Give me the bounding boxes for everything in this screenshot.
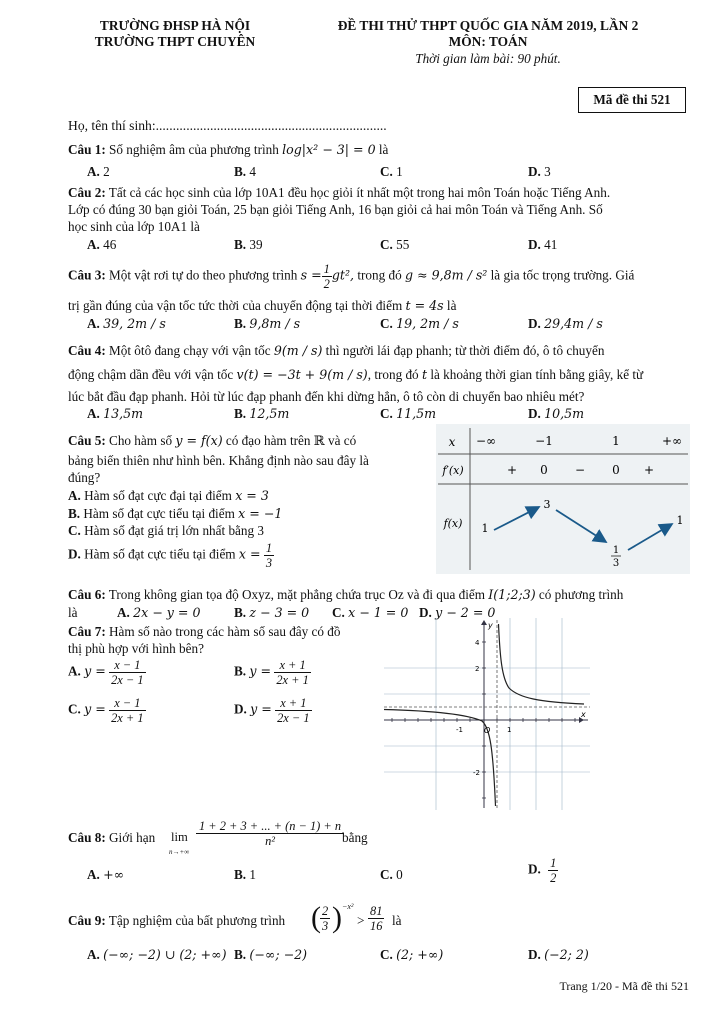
- question-4: Câu 4: Một ôtô đang chạy với vận tốc 9(m / s) thì người lái đạp phanh; từ thời điểm đó, ô tô chuyển: [68, 343, 605, 358]
- graph-origin-label: O: [484, 726, 491, 735]
- graph-tick-label: 2: [475, 665, 480, 673]
- table-x-label: x: [448, 435, 456, 449]
- q8-lim: lim: [171, 830, 188, 844]
- q6-option-c[interactable]: C. x − 1 = 0: [332, 605, 409, 620]
- table-x-value: −∞: [475, 434, 497, 448]
- q1-option-b[interactable]: B. 4: [234, 164, 256, 179]
- q3-option-b[interactable]: B. 9,8m / s: [234, 316, 301, 331]
- table-f-value: 3: [612, 558, 620, 569]
- graph-tick-label: -1: [456, 726, 463, 734]
- question-5-line-2: bảng biến thiên như hình bên. Khẳng định nào sau đây là: [68, 453, 369, 468]
- q5-option-b[interactable]: B. Hàm số đạt cực tiểu tại điểm x = −1: [68, 506, 283, 521]
- table-f-value: 3: [543, 498, 551, 511]
- q8-option-b[interactable]: B. 1: [234, 867, 256, 882]
- table-x-value: +∞: [661, 434, 683, 448]
- q7-option-b[interactable]: B. y = $\frac{x + 1}{2x + 1}$: [234, 658, 309, 687]
- question-5: Câu 5: Cho hàm số y = f(x) có đạo hàm trên ℝ và có: [68, 433, 357, 448]
- table-f-value: 1: [676, 514, 684, 527]
- q9-option-a[interactable]: A. (−∞; −2) ∪ (2; +∞): [87, 947, 227, 962]
- q8-fraction: $\frac{1 + 2 + 3 + ... + (n - 1) + n}{\text{n²}}$: [196, 819, 344, 848]
- q5-option-a[interactable]: A. Hàm số đạt cực đại tại điểm x = 3: [68, 488, 269, 503]
- q3-option-d[interactable]: D. 29,4m / s: [528, 316, 603, 331]
- q7-option-d[interactable]: D. y = $\frac{x + 1}{2x - 1}$: [234, 696, 310, 725]
- graph-tick-label: 4: [475, 639, 480, 647]
- q2-option-a[interactable]: A. 46: [87, 237, 117, 252]
- q9-base-fraction: $\frac{2}{3}$: [322, 904, 329, 933]
- q6-option-d[interactable]: D. y − 2 = 0: [419, 605, 496, 620]
- question-3-line-2: trị gần đúng của vận tốc tức thời của chuyển động tại thời điểm t = 4s là: [68, 298, 457, 313]
- question-3: Câu 3: Một vật rơi tự do theo phương trình s = $\frac{1}{2}$ gt², trong đó g ≈ 9,8m / s² là gia tốc trọng trường. Giá: [68, 262, 635, 291]
- question-5-line-3: đúng?: [68, 470, 101, 485]
- table-fp-label: f′(x): [442, 464, 464, 477]
- question-2-line-3: học sinh của lớp 10A1 là: [68, 219, 200, 234]
- table-sign: −: [574, 463, 586, 477]
- q4-option-d[interactable]: D. 10,5m: [528, 406, 585, 421]
- school-name-2: TRƯỜNG THPT CHUYÊN: [94, 34, 256, 49]
- q2-option-b[interactable]: B. 39: [234, 237, 263, 252]
- function-graph: [384, 618, 590, 810]
- question-6: Câu 6: Trong không gian tọa độ Oxyz, mặt phẳng chứa trục Oz và đi qua điểm I(1;2;3) có phương trình: [68, 587, 624, 602]
- question-9: Câu 9: Tập nghiệm của bất phương trình ( $\frac{2}{3}$ ) −x² > $\frac{81}{16}$ là: [68, 900, 690, 940]
- q1-option-d[interactable]: D. 3: [528, 164, 551, 179]
- q2-option-d[interactable]: D. 41: [528, 237, 558, 252]
- q2-option-c[interactable]: C. 55: [380, 237, 410, 252]
- question-8: Câu 8: Giới hạn lim n→+∞ $\frac{1 + 2 + 3 + ... + (n - 1) + n}{\text{n²}}$ bằng: [68, 819, 690, 861]
- q6-option-b[interactable]: B. z − 3 = 0: [234, 605, 310, 620]
- question-1: Câu 1: Số nghiệm âm của phương trình log|x² − 3| = 0 là: [68, 142, 389, 157]
- exam-time: Thời gian làm bài: 90 phút.: [415, 51, 561, 66]
- q3-option-c[interactable]: C. 19, 2m / s: [380, 316, 459, 331]
- q9-exponent: −x²: [342, 902, 354, 911]
- graph-tick-label: 1: [507, 726, 512, 734]
- q9-option-d[interactable]: D. (−2; 2): [528, 947, 589, 962]
- question-7-line-2: thị phù hợp với hình bên?: [68, 641, 204, 656]
- graph-x-label: x: [581, 710, 586, 719]
- question-4-line-3: lúc bắt đầu đạp phanh. Hỏi từ lúc đạp phanh đến khi dừng hẳn, ô tô còn di chuyển bao nhiêu mét?: [68, 389, 585, 404]
- graph-tick-label: -2: [473, 769, 480, 777]
- table-sign: 0: [612, 463, 620, 477]
- student-name-line: Họ, tên thí sinh:....................................................................: [68, 118, 387, 133]
- table-sign: +: [643, 463, 655, 477]
- q6-option-a[interactable]: A. 2x − y = 0: [117, 605, 201, 620]
- q7-option-a[interactable]: A. y = $\frac{x - 1}{2x - 1}$: [68, 658, 144, 687]
- q9-right-fraction: $\frac{81}{16}$: [370, 904, 383, 933]
- question-2: Câu 2: Tất cả các học sinh của lớp 10A1 đều học giỏi ít nhất một trong hai môn Toán hoặc Tiếng Anh.: [68, 185, 611, 200]
- table-f-value: 1: [481, 522, 489, 535]
- q1-option-a[interactable]: A. 2: [87, 164, 110, 179]
- question-4-line-2: động chậm dần đều với vận tốc v(t) = −3t + 9(m / s), trong đó t là khoảng thời gian tính bằng giây, kể từ: [68, 367, 644, 382]
- graph-branch-left: [384, 710, 496, 807]
- question-7: Câu 7: Hàm số nào trong các hàm số sau đây có đồ: [68, 624, 341, 639]
- table-f-label: f(x): [443, 517, 463, 530]
- q3-fraction: $\frac{1}{2}$: [323, 262, 330, 291]
- q8-option-c[interactable]: C. 0: [380, 867, 403, 882]
- q4-option-c[interactable]: C. 11,5m: [380, 406, 437, 421]
- q9-option-c[interactable]: C. (2; +∞): [380, 947, 444, 962]
- q1-option-c[interactable]: C. 1: [380, 164, 403, 179]
- exam-subject: MÔN: TOÁN: [448, 34, 528, 49]
- variation-table: [436, 424, 690, 574]
- table-x-value: 1: [612, 434, 620, 448]
- graph-branch-right: [499, 624, 585, 704]
- table-sign: +: [506, 463, 518, 477]
- table-x-value: −1: [535, 434, 553, 448]
- page-footer: Trang 1/20 - Mã đề thi 521: [559, 979, 689, 993]
- q4-option-b[interactable]: B. 12,5m: [234, 406, 290, 421]
- graph-y-label: y: [488, 621, 493, 630]
- table-f-value: 1: [612, 545, 620, 556]
- exam-code-box: Mã đề thi 521: [578, 87, 686, 113]
- q8-lim-sub: n→+∞: [169, 848, 190, 856]
- q9-option-b[interactable]: B. (−∞; −2): [234, 947, 308, 962]
- q7-option-c[interactable]: C. y = $\frac{x - 1}{2x + 1}$: [68, 696, 144, 725]
- q1-equation: log|x² − 3| = 0: [282, 142, 376, 157]
- q5-option-d[interactable]: D. Hàm số đạt cực tiểu tại điểm x = $\frac{1}{3}$: [68, 541, 273, 570]
- question-6-prefix: là: [68, 605, 78, 620]
- table-sign: 0: [540, 463, 548, 477]
- q4-option-a[interactable]: A. 13,5m: [87, 406, 144, 421]
- q8-option-d[interactable]: D. $\frac{1}{2}$: [528, 856, 557, 885]
- exam-title: ĐỀ THI THỬ THPT QUỐC GIA NĂM 2019, LẦN 2: [337, 18, 639, 33]
- q8-option-a[interactable]: A. +∞: [87, 867, 125, 882]
- q3-option-a[interactable]: A. 39, 2m / s: [87, 316, 166, 331]
- question-2-line-2: Lớp có đúng 30 bạn giỏi Toán, 25 bạn giỏi Tiếng Anh, 16 bạn giỏi cả hai môn Toán và Tiếng Anh. Số: [68, 202, 603, 217]
- q5-option-c[interactable]: C. Hàm số đạt giá trị lớn nhất bằng 3: [68, 523, 264, 538]
- school-name-1: TRƯỜNG ĐHSP HÀ NỘI: [99, 18, 251, 33]
